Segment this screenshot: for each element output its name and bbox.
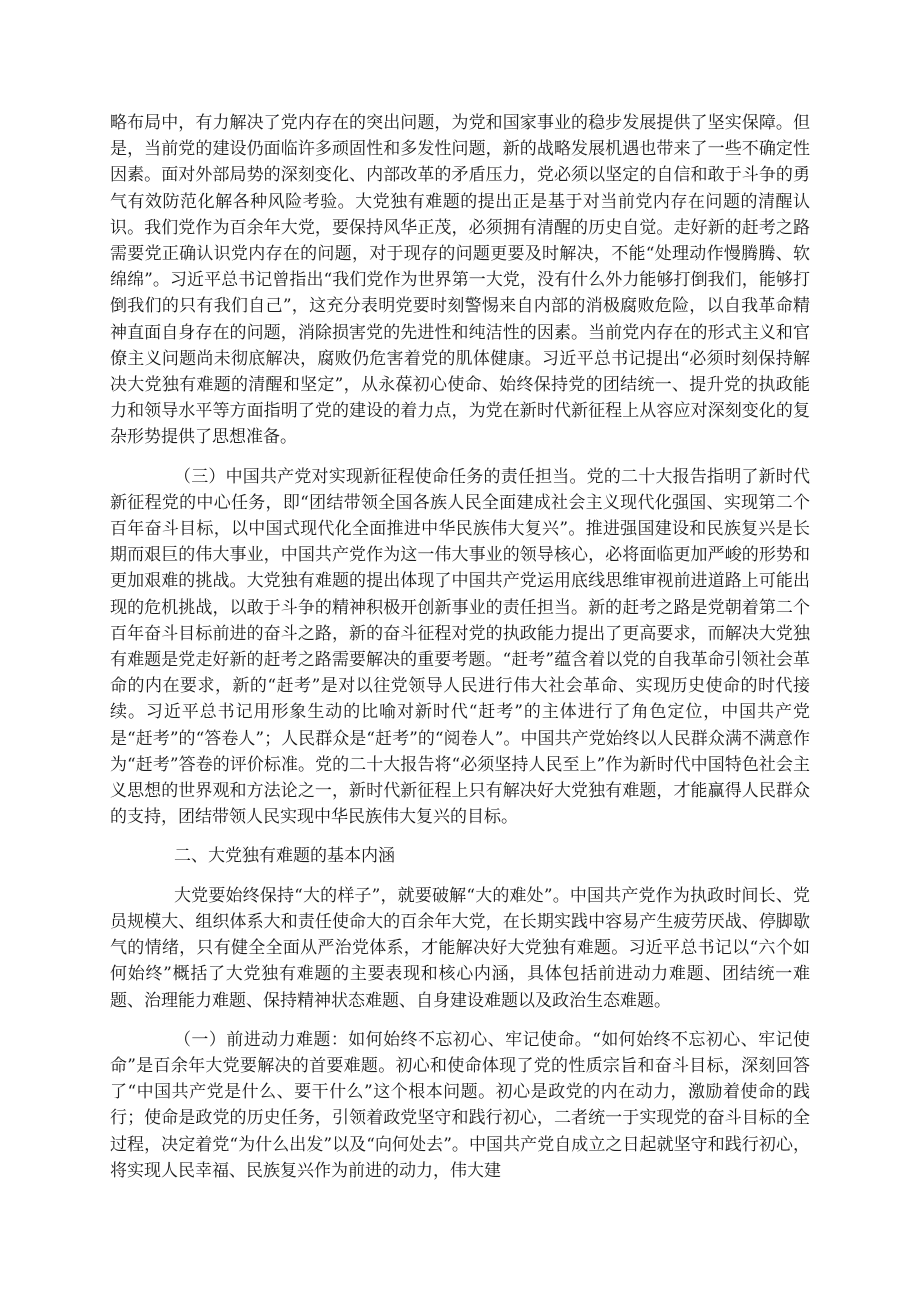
paragraph-section-one: （一）前进动力难题：如何始终不忘初心、牢记使命。“如何始终不忘初心、牢记使命”是百余年大党要解决的首要难题。初心和使命体现了党的性质宗旨和奋斗目标，深刻回答了“中国共产党是什么、要干什么”这个根本问题。初心是政党的内在动力，激励着使命的践行；使命是政党的历史任务，引领着政党坚守和践行初心，二者统一于实现党的奋斗目标的全过程，决定着党“为什么出发”以及“向何处去”。中国共产党自成立之日起就坚守和践行初心，将实现人民幸福、民族复兴作为前进的动力，伟大建 [110,1029,810,1181]
paragraph-section-three: （三）中国共产党对实现新征程使命任务的责任担当。党的二十大报告指明了新时代新征程党的中心任务，即“团结带领全国各族人民全面建成社会主义现代化强国、实现第二个百年奋斗目标，以中国式现代化全面推进中华民族伟大复兴”。推进强国建设和民族复兴是长期而艰巨的伟大事业，中国共产党作为这一伟大事业的领导核心，必将面临更加严峻的形势和更加艰难的挑战。大党独有难题的提出体现了中国共产党运用底线思维审视前进道路上可能出现的危机挑战，以敢于斗争的精神积极开创新事业的责任担当。新的赶考之路是党朝着第二个百年奋斗目标前进的奋斗之路，新的奋斗征程对党的执政能力提出了更高要求，而解决大党独有难题是党走好新的赶考之路需要解决的重要考题。“赶考”蕴含着以党的自我革命引领社会革命的内在要求，新的“赶考”是对以往党领导人民进行伟大社会革命、实现历史使命的时代接续。习近平总书记用形象生动的比喻对新时代“赶考”的主体进行了角色定位，中国共产党是“赶考”的“答卷人”；人民群众是“赶考”的“阅卷人”。中国共产党始终以人民群众满不满意作为“赶考”答卷的评价标准。党的二十大报告将“必须坚持人民至上”作为新时代中国特色社会主义思想的世界观和方法论之一，新时代新征程上只有解决好大党独有难题，才能赢得人民群众的支持，团结带领人民实现中华民族伟大复兴的目标。 [110,466,810,828]
document-page [110,110,810,1184]
section-heading: 二、大党独有难题的基本内涵 [174,846,395,867]
paragraph-intro: 大党要始终保持“大的样子”，就要破解“大的难处”。中国共产党作为执政时间长、党员规模大、组织体系大和责任使命大的百余年大党，在长期实践中容易产生疲劳厌战、停脚歇气的情绪，只有健全全面从严治党体系，才能解决好大党独有难题。习近平总书记以“六个如何始终”概括了大党独有难题的主要表现和核心内涵，具体包括前进动力难题、团结统一难题、治理能力难题、保持精神状态难题、自身建设难题以及政治生态难题。 [110,885,810,1011]
paragraph-continuation: 略布局中，有力解决了党内存在的突出问题，为党和国家事业的稳步发展提供了坚实保障。但是，当前党的建设仍面临许多顽固性和多发性问题，新的战略发展机遇也带来了一些不确定性因素。面对外部局势的深刻变化、内部改革的矛盾压力，党必须以坚定的自信和敢于斗争的勇气有效防范化解各种风险考验。大党独有难题的提出正是基于对当前党内存在问题的清醒认识。我们党作为百余年大党，要保持风华正茂，必须拥有清醒的历史自觉。走好新的赶考之路需要党正确认识党内存在的问题，对于现存的问题更要及时解决，不能“处理动作慢腾腾、软绵绵”。习近平总书记曾指出“我们党作为世界第一大党，没有什么外力能够打倒我们，能够打倒我们的只有我们自己”，这充分表明党要时刻警惕来自内部的消极腐败危险，以自我革命精神直面自身存在的问题，消除损害党的先进性和纯洁性的因素。当前党内存在的形式主义和官僚主义问题尚未彻底解决，腐败仍危害着党的肌体健康。习近平总书记提出“必须时刻保持解决大党独有难题的清醒和坚定”，从永葆初心使命、始终保持党的团结统一、提升党的执政能力和领导水平等方面指明了党的建设的着力点，为党在新时代新征程上从容应对深刻变化的复杂形势提供了思想准备。 [110,113,810,448]
